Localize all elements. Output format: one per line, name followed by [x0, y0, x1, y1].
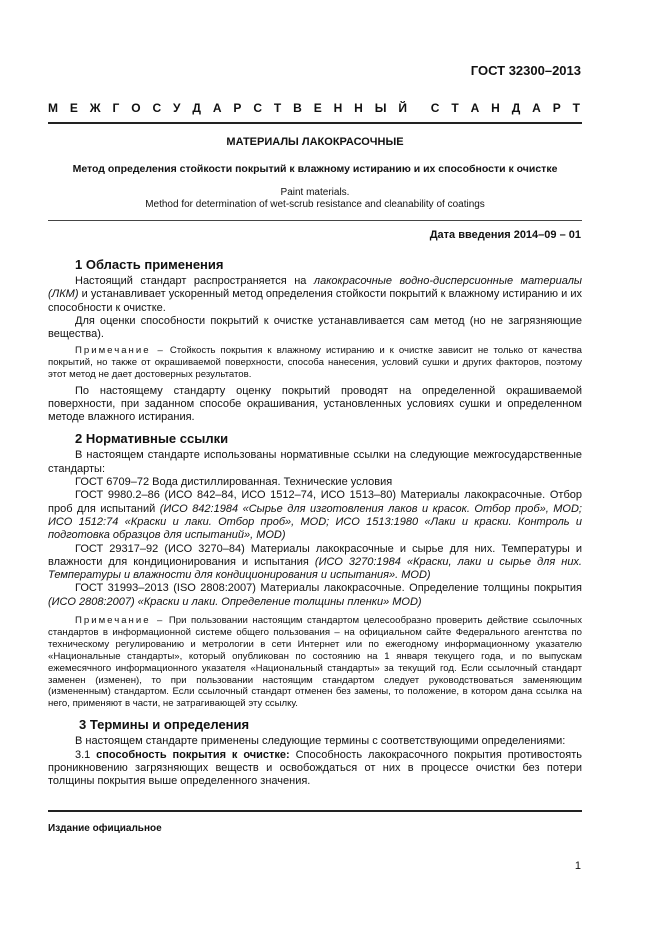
interstate-standard-heading [48, 101, 580, 115]
introduction-date: Дата введения 2014–09 – 01 [429, 229, 581, 241]
interstate-letter: А [532, 101, 541, 115]
interstate-letter: Т [273, 101, 282, 115]
interstate-letter: Н [333, 101, 343, 115]
document-title: МАТЕРИАЛЫ ЛАКОКРАСОЧНЫЕ [226, 136, 404, 148]
section-1-paragraph: По настоящему стандарту оценку покрытий проводят на определенной окрашиваемой поверхности, при заданном способе окрашивания, установленных условиях сушки и определенном методе влажного истирания. [48, 384, 582, 424]
section-2-heading: 2 Нормативные ссылки [75, 431, 229, 447]
interstate-letter: М [48, 101, 58, 115]
normative-reference: ГОСТ 9980.2–86 (ИСО 842–84, ИСО 1512–74, ИСО 1513–80) Материалы лакокрасочные. Отбор проб для испытаний (ИСО 842:1984 «Сырье для изготовления лаков и красок. Отбор проб», MOD; ИСО 1512:74 «Краски и лаки. Отбор проб», MOD; ИСО 1513:1980 «Лаки и краски. Контроль и подготовка образцов для испытаний», MOD) [48, 489, 582, 542]
document-body [48, 256, 582, 788]
interstate-letter: Н [354, 101, 363, 115]
title-divider [48, 220, 582, 221]
term-name: способность покрытия к очистке: [96, 748, 290, 761]
interstate-letter: Й [398, 101, 407, 115]
interstate-letter: Ж [89, 101, 101, 115]
interstate-letter: Е [313, 101, 322, 115]
interstate-letter: Ы [374, 101, 387, 115]
english-title-line-1: Paint materials. [280, 187, 350, 198]
section-3-heading: 3 Термины и определения [79, 717, 250, 733]
section-2-note: Примечание – При пользовании настоящим стандартом целесообразно проверить действие ссылочных стандартов в информационной системе общего пользования – на официальном сайте Федерального агентства по техническому регулированию и метрологии в сети Интернет или по ежегодному информационному указателю «Национальные стандарты», который опубликован по состоянию на 1 января текущего года, и по выпускам ежемесячного информационного указателя «Национальный стандарты» за текущий год. Если ссылочный стандарт заменен (изменен), то при пользовании настоящим стандартом следует руководствоваться заменяющим (измененным) стандартом. Если ссылочный стандарт отменен без замены, то положение, в котором дана ссылка на него, применяют в части, не затрагивающей эту ссылку. [48, 615, 583, 710]
section-1-paragraph: Настоящий стандарт распространяется на лакокрасочные водно-дисперсионные материалы (ЛКМ) и устанавливает ускоренный метод определения стойкости покрытий к влажному истиранию и их способности к очистке. [48, 275, 582, 314]
section-3-intro: В настоящем стандарте применены следующие термины с соответствующими определениями: [75, 735, 566, 748]
interstate-letter: Т [451, 101, 459, 115]
document-subtitle: Метод определения стойкости покрытий к влажному истиранию и их способности к очистке [72, 163, 558, 175]
normative-reference: ГОСТ 6709–72 Вода дистиллированная. Технические условия [75, 476, 393, 489]
bottom-divider [48, 810, 582, 812]
interstate-letter: С [152, 101, 162, 115]
normative-reference: ГОСТ 29317–92 (ИСО 3270–84) Материалы лакокрасочные и сырье для них. Температуры и влажности для кондиционирования и испытания (ИСО 3270:1984 «Краски, лаки и сырье для них. Температуры и влажности для кондиционирования и испытания». MOD) [48, 542, 582, 582]
interstate-letter: В [293, 101, 302, 115]
interstate-letter: Г [112, 101, 120, 115]
interstate-letter: Е [69, 101, 78, 115]
gost-number: ГОСТ 32300–2013 [470, 63, 581, 78]
top-divider [48, 122, 582, 124]
interstate-letter: А [470, 101, 480, 115]
section-1-paragraph: Для оценки способности покрытий к очистке устанавливается сам метод (но не загрязняющие вещества). [48, 314, 582, 341]
interstate-letter: У [173, 101, 181, 115]
interstate-letter: А [212, 101, 222, 115]
interstate-letter: Т [572, 101, 580, 115]
page-number: 1 [574, 860, 581, 872]
section-1-heading: 1 Область применения [75, 257, 224, 272]
interstate-letter: Д [511, 101, 521, 115]
interstate-letter: Р [233, 101, 242, 115]
english-title-line-2: Method for determination of wet-scrub resistance and cleanability of coatings [145, 199, 485, 210]
normative-reference: ГОСТ 31993–2013 (ISO 2808:2007) Материалы лакокрасочные. Определение толщины покрытия (ИСО 2808:2007) «Краски и лаки. Определение толщины пленки» MOD) [48, 582, 582, 608]
interstate-letter: С [253, 101, 262, 115]
interstate-letter: О [131, 101, 141, 115]
interstate-letter: Н [491, 101, 500, 115]
section-1-note: Примечание – Стойкость покрытия к влажному истиранию и к очистке зависит не только от качества покрытий, но также от окрашиваемой поверхности, способа нанесения, условий сушки и других факторов, поэтому этот метод не дает достоверных результатов. [48, 345, 582, 380]
interstate-letter: Р [552, 101, 561, 115]
section-2-intro: В настоящем стандарте использованы нормативные ссылки на следующие межгосударственные стандарты: [48, 449, 582, 475]
interstate-letter: С [430, 101, 440, 115]
term-definition: 3.1 способность покрытия к очистке: Способность лакокрасочного покрытия противостоять проникновению загрязняющих веществ и освобождаться от них в процессе очистки без потери толщины покрытия выше определенного значения. [48, 748, 582, 788]
official-edition-label: Издание официальное [48, 823, 162, 834]
interstate-letter: Д [192, 101, 201, 115]
